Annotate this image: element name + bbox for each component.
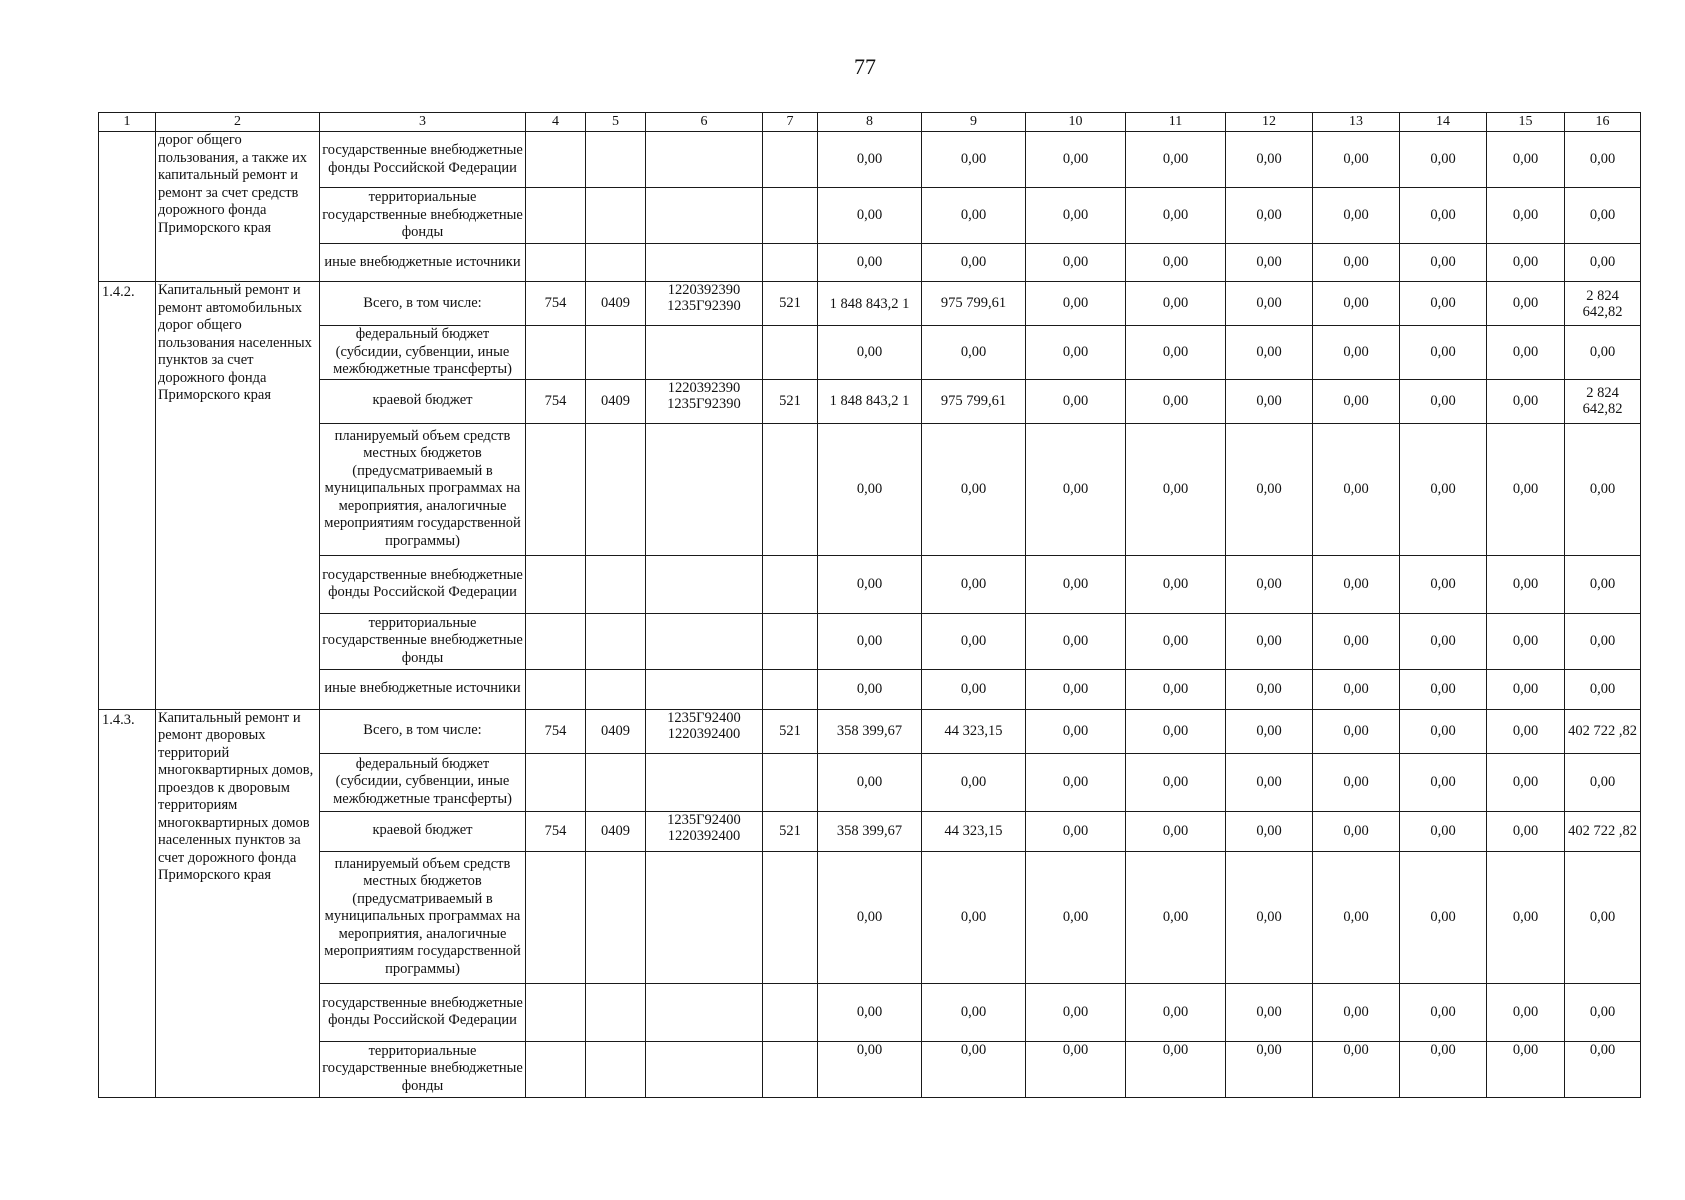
expense-type-code: 521	[763, 811, 818, 851]
amount-cell: 1 848 843,2 1	[818, 282, 922, 326]
expense-type-code: 521	[763, 709, 818, 753]
amount-cell: 0,00	[1487, 132, 1565, 188]
ministry-code	[526, 613, 586, 669]
amount-cell: 0,00	[1313, 282, 1400, 326]
amount-cell: 0,00	[1400, 326, 1487, 380]
section-code	[586, 132, 646, 188]
item-name: Капитальный ремонт и ремонт дворовых территорий многоквартирных домов, проездов к дворовым территориям многоквартирных домов населенных пунктов за счет дорожного фонда Приморского края	[156, 709, 320, 1097]
ministry-code: 754	[526, 811, 586, 851]
amount-cell: 0,00	[1226, 613, 1313, 669]
column-number: 11	[1126, 113, 1226, 132]
expense-type-code	[763, 1041, 818, 1097]
target-article-code	[646, 188, 763, 244]
ministry-code: 754	[526, 379, 586, 423]
column-number: 8	[818, 113, 922, 132]
amount-cell: 0,00	[1226, 379, 1313, 423]
funding-source: территориальные государственные внебюджетные фонды	[320, 1041, 526, 1097]
section-code: 0409	[586, 282, 646, 326]
expense-type-code: 521	[763, 282, 818, 326]
amount-cell: 0,00	[1313, 669, 1400, 709]
expense-type-code	[763, 326, 818, 380]
amount-cell: 0,00	[1565, 669, 1641, 709]
amount-cell: 0,00	[1126, 753, 1226, 811]
item-name: Капитальный ремонт и ремонт автомобильных дорог общего пользования населенных пунктов за счет дорожного фонда Приморского края	[156, 282, 320, 710]
target-article-code	[646, 709, 763, 753]
amount-cell: 0,00	[818, 753, 922, 811]
amount-cell: 358 399,67	[818, 811, 922, 851]
section-code: 0409	[586, 709, 646, 753]
amount-cell: 0,00	[1026, 709, 1126, 753]
expense-type-code	[763, 555, 818, 613]
column-number: 16	[1565, 113, 1641, 132]
amount-cell: 0,00	[818, 613, 922, 669]
target-article-code	[646, 244, 763, 282]
amount-cell: 0,00	[818, 669, 922, 709]
target-article-code	[646, 613, 763, 669]
amount-cell: 0,00	[1400, 753, 1487, 811]
expense-type-code: 521	[763, 379, 818, 423]
amount-cell: 0,00	[1026, 244, 1126, 282]
amount-cell: 0,00	[818, 423, 922, 555]
ministry-code	[526, 244, 586, 282]
amount-cell: 0,00	[1565, 851, 1641, 983]
column-number: 12	[1226, 113, 1313, 132]
amount-cell: 0,00	[922, 983, 1026, 1041]
table-row	[99, 851, 1641, 983]
amount-cell: 0,00	[1126, 851, 1226, 983]
funding-source: краевой бюджет	[320, 811, 526, 851]
amount-cell: 0,00	[1565, 983, 1641, 1041]
section-code	[586, 244, 646, 282]
expense-type-code	[763, 423, 818, 555]
funding-source: федеральный бюджет (субсидии, субвенции, иные межбюджетные трансферты)	[320, 326, 526, 380]
funding-source: Всего, в том числе:	[320, 709, 526, 753]
expense-type-code	[763, 188, 818, 244]
amount-cell: 0,00	[818, 326, 922, 380]
amount-cell: 0,00	[1313, 188, 1400, 244]
page-number: 77	[854, 54, 876, 79]
target-article-line: 1235Г92390	[667, 395, 741, 412]
amount-cell: 402 722 ,82	[1565, 709, 1641, 753]
ministry-code	[526, 423, 586, 555]
amount-cell: 402 722 ,82	[1565, 811, 1641, 851]
amount-cell: 0,00	[1226, 811, 1313, 851]
amount-cell: 0,00	[1126, 132, 1226, 188]
amount-cell: 0,00	[818, 851, 922, 983]
ministry-code	[526, 188, 586, 244]
amount-cell: 0,00	[1026, 379, 1126, 423]
amount-cell: 0,00	[1400, 188, 1487, 244]
funding-source: государственные внебюджетные фонды Российской Федерации	[320, 555, 526, 613]
amount-cell: 0,00	[1226, 244, 1313, 282]
amount-cell: 0,00	[1565, 555, 1641, 613]
table-row	[99, 555, 1641, 613]
section-code: 0409	[586, 379, 646, 423]
funding-source: краевой бюджет	[320, 379, 526, 423]
amount-cell: 0,00	[1487, 613, 1565, 669]
ministry-code	[526, 669, 586, 709]
target-article-code	[646, 669, 763, 709]
section-code	[586, 1041, 646, 1097]
amount-cell: 0,00	[1565, 188, 1641, 244]
column-number: 3	[320, 113, 526, 132]
amount-cell: 0,00	[1487, 282, 1565, 326]
column-number: 1	[99, 113, 156, 132]
amount-cell: 0,00	[1226, 555, 1313, 613]
table-row	[99, 753, 1641, 811]
section-code	[586, 851, 646, 983]
amount-cell: 0,00	[1400, 423, 1487, 555]
amount-cell: 0,00	[922, 423, 1026, 555]
column-number: 6	[646, 113, 763, 132]
expense-type-code	[763, 983, 818, 1041]
amount-cell: 0,00	[1313, 983, 1400, 1041]
funding-source: Всего, в том числе:	[320, 282, 526, 326]
item-code: 1.4.2.	[99, 282, 156, 710]
amount-cell: 0,00	[922, 851, 1026, 983]
amount-cell: 0,00	[1026, 188, 1126, 244]
amount-cell: 0,00	[1126, 669, 1226, 709]
ministry-code	[526, 1041, 586, 1097]
amount-cell: 0,00	[1313, 709, 1400, 753]
amount-cell: 0,00	[1487, 379, 1565, 423]
amount-cell: 0,00	[1126, 188, 1226, 244]
funding-source: иные внебюджетные источники	[320, 669, 526, 709]
section-code	[586, 326, 646, 380]
amount-cell: 2 824 642,82	[1565, 379, 1641, 423]
amount-cell: 0,00	[1400, 811, 1487, 851]
column-number: 10	[1026, 113, 1126, 132]
amount-cell: 0,00	[1400, 1041, 1487, 1097]
section-code	[586, 669, 646, 709]
funding-source: планируемый объем средств местных бюджетов (предусматриваемый в муниципальных программах на мероприятия, аналогичные мероприятиям государственной программы)	[320, 423, 526, 555]
section-code	[586, 983, 646, 1041]
amount-cell: 0,00	[1126, 709, 1226, 753]
amount-cell: 0,00	[1313, 326, 1400, 380]
target-article-code	[646, 555, 763, 613]
amount-cell: 0,00	[1400, 983, 1487, 1041]
amount-cell: 0,00	[1226, 282, 1313, 326]
amount-cell: 0,00	[1026, 811, 1126, 851]
amount-cell: 0,00	[922, 1041, 1026, 1097]
amount-cell: 0,00	[818, 555, 922, 613]
column-number: 13	[1313, 113, 1400, 132]
amount-cell: 0,00	[1313, 379, 1400, 423]
amount-cell: 0,00	[1565, 326, 1641, 380]
table-row	[99, 613, 1641, 669]
amount-cell: 0,00	[1226, 132, 1313, 188]
amount-cell: 0,00	[1565, 423, 1641, 555]
column-number: 15	[1487, 113, 1565, 132]
amount-cell: 0,00	[1126, 244, 1226, 282]
amount-cell: 0,00	[1313, 753, 1400, 811]
section-code: 0409	[586, 811, 646, 851]
amount-cell: 0,00	[1487, 983, 1565, 1041]
budget-table	[98, 112, 1641, 1098]
amount-cell: 0,00	[922, 188, 1026, 244]
amount-cell: 0,00	[1400, 669, 1487, 709]
amount-cell: 0,00	[818, 1041, 922, 1097]
target-article-code	[646, 282, 763, 326]
table-row	[99, 811, 1641, 851]
amount-cell: 0,00	[1313, 811, 1400, 851]
amount-cell: 0,00	[1400, 555, 1487, 613]
column-number: 2	[156, 113, 320, 132]
amount-cell: 0,00	[1400, 132, 1487, 188]
amount-cell: 0,00	[1126, 811, 1226, 851]
amount-cell: 1 848 843,2 1	[818, 379, 922, 423]
expense-type-code	[763, 669, 818, 709]
amount-cell: 0,00	[1026, 282, 1126, 326]
amount-cell: 0,00	[1487, 188, 1565, 244]
expense-type-code	[763, 132, 818, 188]
funding-source: федеральный бюджет (субсидии, субвенции, иные межбюджетные трансферты)	[320, 753, 526, 811]
amount-cell: 0,00	[1026, 1041, 1126, 1097]
amount-cell: 0,00	[818, 244, 922, 282]
amount-cell: 44 323,15	[922, 709, 1026, 753]
target-article-line: 1235Г92400	[667, 709, 741, 726]
amount-cell: 0,00	[1400, 282, 1487, 326]
amount-cell: 0,00	[1487, 753, 1565, 811]
amount-cell: 0,00	[1126, 326, 1226, 380]
amount-cell: 0,00	[1026, 753, 1126, 811]
table-row	[99, 326, 1641, 380]
section-code	[586, 753, 646, 811]
amount-cell: 0,00	[1026, 132, 1126, 188]
target-article-line: 1220392390	[667, 379, 741, 396]
amount-cell: 0,00	[1400, 709, 1487, 753]
ministry-code	[526, 753, 586, 811]
table-row	[99, 423, 1641, 555]
amount-cell: 0,00	[1313, 244, 1400, 282]
amount-cell: 0,00	[1313, 613, 1400, 669]
table-row	[99, 244, 1641, 282]
target-article-code	[646, 753, 763, 811]
target-article-line: 1220392400	[667, 725, 741, 742]
expense-type-code	[763, 613, 818, 669]
column-number: 5	[586, 113, 646, 132]
ministry-code	[526, 555, 586, 613]
table-row	[99, 709, 1641, 753]
amount-cell: 0,00	[1226, 709, 1313, 753]
amount-cell: 0,00	[1026, 983, 1126, 1041]
table-row	[99, 132, 1641, 188]
target-article-code	[646, 983, 763, 1041]
amount-cell: 0,00	[1565, 132, 1641, 188]
table-row	[99, 282, 1641, 326]
amount-cell: 0,00	[1026, 555, 1126, 613]
amount-cell: 0,00	[1487, 326, 1565, 380]
table-row	[99, 983, 1641, 1041]
amount-cell: 0,00	[1126, 555, 1226, 613]
amount-cell: 0,00	[1487, 555, 1565, 613]
amount-cell: 2 824 642,82	[1565, 282, 1641, 326]
amount-cell: 0,00	[922, 669, 1026, 709]
amount-cell: 0,00	[1565, 753, 1641, 811]
ministry-code: 754	[526, 282, 586, 326]
amount-cell: 0,00	[1400, 851, 1487, 983]
funding-source: иные внебюджетные источники	[320, 244, 526, 282]
amount-cell: 0,00	[922, 555, 1026, 613]
funding-source: государственные внебюджетные фонды Российской Федерации	[320, 983, 526, 1041]
expense-type-code	[763, 753, 818, 811]
amount-cell: 0,00	[1487, 1041, 1565, 1097]
amount-cell: 0,00	[1565, 244, 1641, 282]
item-name: дорог общего пользования, а также их капитальный ремонт и ремонт за счет средств дорожного фонда Приморского края	[156, 132, 320, 282]
target-article-code	[646, 326, 763, 380]
column-number: 4	[526, 113, 586, 132]
amount-cell: 0,00	[922, 753, 1026, 811]
ministry-code: 754	[526, 709, 586, 753]
amount-cell: 0,00	[922, 244, 1026, 282]
amount-cell: 0,00	[1126, 613, 1226, 669]
amount-cell: 0,00	[818, 983, 922, 1041]
target-article-code	[646, 851, 763, 983]
amount-cell: 0,00	[1126, 983, 1226, 1041]
amount-cell: 0,00	[1226, 326, 1313, 380]
amount-cell: 0,00	[1487, 423, 1565, 555]
item-code: 1.4.3.	[99, 709, 156, 1097]
expense-type-code	[763, 851, 818, 983]
target-article-line: 1235Г92390	[667, 298, 741, 314]
amount-cell: 0,00	[1565, 613, 1641, 669]
amount-cell: 0,00	[1126, 1041, 1226, 1097]
amount-cell: 0,00	[1487, 851, 1565, 983]
target-article-line: 1235Г92400	[667, 811, 741, 828]
amount-cell: 44 323,15	[922, 811, 1026, 851]
amount-cell: 0,00	[1026, 326, 1126, 380]
amount-cell: 0,00	[1226, 188, 1313, 244]
amount-cell: 0,00	[1313, 1041, 1400, 1097]
amount-cell: 0,00	[1226, 851, 1313, 983]
amount-cell: 358 399,67	[818, 709, 922, 753]
target-article-code	[646, 423, 763, 555]
funding-source: планируемый объем средств местных бюджетов (предусматриваемый в муниципальных программах на мероприятия, аналогичные мероприятиям государственной программы)	[320, 851, 526, 983]
target-article-code	[646, 1041, 763, 1097]
amount-cell: 0,00	[818, 188, 922, 244]
target-article-code	[646, 811, 763, 851]
amount-cell: 0,00	[1487, 244, 1565, 282]
funding-source: государственные внебюджетные фонды Российской Федерации	[320, 132, 526, 188]
column-number: 7	[763, 113, 818, 132]
amount-cell: 0,00	[1126, 282, 1226, 326]
section-code	[586, 613, 646, 669]
table-row	[99, 669, 1641, 709]
amount-cell: 975 799,61	[922, 282, 1026, 326]
ministry-code	[526, 326, 586, 380]
target-article-code	[646, 379, 763, 423]
amount-cell: 0,00	[1400, 613, 1487, 669]
amount-cell: 0,00	[922, 326, 1026, 380]
ministry-code	[526, 983, 586, 1041]
target-article-code	[646, 132, 763, 188]
ministry-code	[526, 132, 586, 188]
amount-cell: 0,00	[1126, 379, 1226, 423]
amount-cell: 0,00	[1400, 244, 1487, 282]
amount-cell: 0,00	[1226, 983, 1313, 1041]
amount-cell: 0,00	[1026, 669, 1126, 709]
section-code	[586, 555, 646, 613]
amount-cell: 0,00	[1313, 423, 1400, 555]
amount-cell: 0,00	[1313, 851, 1400, 983]
target-article-line: 1220392400	[667, 827, 741, 844]
amount-cell: 0,00	[1487, 669, 1565, 709]
table-row	[99, 188, 1641, 244]
amount-cell: 0,00	[1226, 753, 1313, 811]
amount-cell: 0,00	[1565, 1041, 1641, 1097]
amount-cell: 0,00	[1487, 811, 1565, 851]
amount-cell: 0,00	[1026, 613, 1126, 669]
section-code	[586, 188, 646, 244]
amount-cell: 0,00	[1313, 555, 1400, 613]
amount-cell: 975 799,61	[922, 379, 1026, 423]
amount-cell: 0,00	[1226, 1041, 1313, 1097]
amount-cell: 0,00	[922, 132, 1026, 188]
amount-cell: 0,00	[1126, 423, 1226, 555]
funding-source: территориальные государственные внебюджетные фонды	[320, 613, 526, 669]
amount-cell: 0,00	[1487, 709, 1565, 753]
amount-cell: 0,00	[1313, 132, 1400, 188]
amount-cell: 0,00	[1026, 423, 1126, 555]
column-number: 14	[1400, 113, 1487, 132]
amount-cell: 0,00	[1226, 669, 1313, 709]
amount-cell: 0,00	[1400, 379, 1487, 423]
amount-cell: 0,00	[818, 132, 922, 188]
amount-cell: 0,00	[1226, 423, 1313, 555]
section-code	[586, 423, 646, 555]
amount-cell: 0,00	[922, 613, 1026, 669]
item-code	[99, 132, 156, 282]
column-number: 9	[922, 113, 1026, 132]
amount-cell: 0,00	[1026, 851, 1126, 983]
expense-type-code	[763, 244, 818, 282]
column-number-row	[99, 113, 1641, 132]
target-article-line: 1220392390	[667, 282, 741, 298]
funding-source: территориальные государственные внебюджетные фонды	[320, 188, 526, 244]
ministry-code	[526, 851, 586, 983]
table-row	[99, 379, 1641, 423]
table-row	[99, 1041, 1641, 1097]
